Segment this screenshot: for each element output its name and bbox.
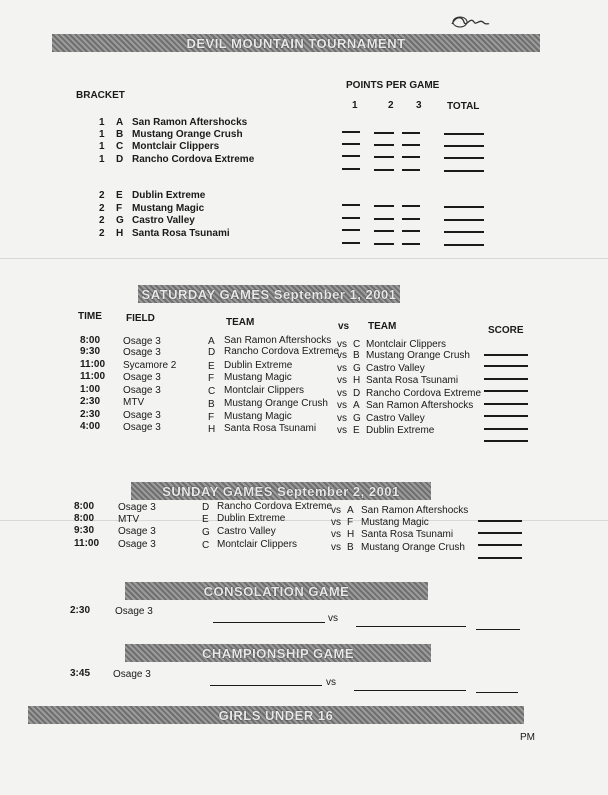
game-time: 9:30	[80, 346, 101, 357]
game-field: Osage 3	[123, 410, 161, 421]
consolation-banner	[125, 582, 428, 600]
team2-name: San Ramon Aftershocks	[366, 400, 474, 411]
game-vs: vs	[331, 517, 341, 528]
team2-name: Mustang Magic	[361, 517, 429, 528]
bracket-letter: G	[116, 215, 124, 226]
saturday-title: SATURDAY GAMES September 1, 2001	[141, 286, 397, 302]
sunday-banner	[131, 482, 431, 500]
team1-letter: G	[202, 526, 210, 538]
championship-time: 3:45	[70, 668, 91, 679]
team1-letter: D	[202, 502, 210, 513]
score-blank-line	[374, 132, 394, 134]
bracket-team-name: Castro Valley	[132, 215, 195, 226]
score-blank-line	[478, 520, 522, 522]
team1-name: San Ramon Aftershocks	[224, 335, 332, 346]
game-time: 11:00	[74, 538, 100, 549]
score-blank-line	[342, 131, 360, 133]
team2-letter: B	[353, 350, 360, 361]
team1-letter: C	[208, 386, 216, 398]
team2-letter: G	[353, 413, 361, 424]
team1-name: Dublin Extreme	[224, 359, 293, 371]
game-time: 1:00	[80, 384, 101, 395]
team1-name: Mustang Orange Crush	[224, 397, 328, 409]
score-blank-line	[484, 365, 528, 367]
sunday-title: SUNDAY GAMES September 2, 2001	[162, 483, 400, 499]
team1-letter: E	[208, 360, 215, 372]
team2-letter: H	[353, 375, 361, 386]
team2-letter: E	[353, 425, 360, 436]
game-field: Osage 3	[123, 336, 161, 347]
score-blank-line	[444, 145, 484, 147]
bracket-letter: E	[116, 190, 123, 201]
consolation-title: CONSOLATION GAME	[203, 583, 350, 599]
bracket-team-name: Mustang Orange Crush	[132, 129, 243, 140]
team2-letter: A	[347, 505, 354, 516]
score-blank-line	[374, 230, 394, 232]
score-blank-line	[444, 206, 484, 208]
score-blank-line	[374, 156, 394, 158]
team1-name: Mustang Magic	[224, 371, 292, 383]
team2-letter: B	[347, 542, 354, 553]
bracket-team-name: Mustang Magic	[132, 203, 205, 214]
score-blank-line	[484, 390, 528, 392]
team2-name: Castro Valley	[366, 413, 425, 424]
team2-name: Mustang Orange Crush	[361, 542, 465, 553]
team2-letter: G	[353, 363, 361, 374]
score-blank-line	[484, 440, 528, 442]
championship-banner	[125, 644, 431, 662]
team1-letter: F	[208, 411, 215, 423]
game-3-header: 3	[416, 100, 422, 111]
bracket-group: 2	[99, 203, 105, 214]
bracket-group: 2	[99, 228, 105, 239]
bracket-team-name: Montclair Clippers	[132, 141, 220, 152]
bracket-group: 1	[99, 154, 105, 165]
score-blank-line	[374, 218, 394, 220]
team2-letter: A	[353, 400, 360, 411]
field-header: FIELD	[126, 313, 155, 324]
game-2-header: 2	[388, 100, 394, 111]
score-blank-line	[402, 205, 420, 207]
score-header: SCORE	[488, 325, 524, 336]
bracket-letter: F	[116, 203, 123, 214]
consolation-score-line	[476, 629, 520, 630]
game-field: Osage 3	[118, 539, 156, 550]
game-time: 8:00	[74, 501, 95, 512]
game-field: MTV	[118, 514, 140, 525]
consolation-team1-line	[213, 622, 325, 623]
game-field: Osage 3	[123, 347, 161, 358]
division-banner	[28, 706, 524, 724]
team2-letter: F	[347, 517, 354, 528]
score-blank-line	[402, 132, 420, 134]
team1-letter: C	[202, 539, 210, 551]
score-blank-line	[402, 218, 420, 220]
tournament-title: DEVIL MOUNTAIN TOURNAMENT	[186, 35, 406, 51]
score-blank-line	[444, 170, 484, 172]
team-header: TEAM	[226, 317, 255, 328]
bracket-letter: A	[116, 117, 124, 128]
team1-name: Montclair Clippers	[224, 385, 305, 397]
team2-name: San Ramon Aftershocks	[361, 505, 469, 516]
score-blank-line	[374, 169, 394, 171]
score-blank-line	[402, 156, 420, 158]
team1-letter: A	[208, 336, 215, 347]
time-header: TIME	[78, 311, 102, 322]
game-field: Osage 3	[123, 422, 161, 433]
score-blank-line	[478, 557, 522, 559]
game-vs: vs	[337, 363, 347, 374]
game-time: 11:00	[80, 359, 106, 370]
points-per-game-label: POINTS PER GAME	[346, 80, 440, 91]
bracket-team-name: Santa Rosa Tsunami	[132, 228, 230, 239]
total-header: TOTAL	[447, 101, 480, 112]
vs-header: vs	[338, 321, 350, 332]
bracket-group: 1	[99, 129, 105, 140]
division-title: GIRLS UNDER 16	[218, 707, 334, 723]
championship-field: Osage 3	[113, 669, 151, 680]
score-blank-line	[342, 204, 360, 206]
team2-name: Mustang Orange Crush	[366, 350, 470, 361]
bracket-label: BRACKET	[76, 90, 125, 101]
score-blank-line	[342, 217, 360, 219]
team2-name: Dublin Extreme	[366, 425, 435, 436]
score-blank-line	[402, 243, 420, 245]
team2-letter: H	[347, 529, 355, 540]
score-blank-line	[444, 219, 484, 221]
team2-name: Montclair Clippers	[366, 339, 447, 350]
championship-vs: vs	[326, 677, 336, 688]
game-field: Osage 3	[123, 372, 161, 383]
bracket-group: 2	[99, 215, 105, 226]
game-time: 8:00	[80, 335, 101, 346]
score-blank-line	[342, 168, 360, 170]
game-vs: vs	[337, 388, 347, 399]
team2-name: Rancho Cordova Extreme	[366, 388, 482, 399]
bracket-letter: D	[116, 154, 124, 165]
game-1-header: 1	[352, 100, 358, 111]
team1-name: Rancho Cordova Extreme	[224, 346, 340, 358]
team2-name: Santa Rosa Tsunami	[366, 375, 459, 386]
score-blank-line	[342, 143, 360, 145]
game-vs: vs	[337, 339, 347, 350]
team1-name: Montclair Clippers	[217, 538, 298, 550]
score-blank-line	[484, 378, 528, 380]
game-field: Osage 3	[118, 502, 156, 513]
fold-line	[0, 258, 608, 259]
score-blank-line	[484, 428, 528, 430]
championship-score-line	[476, 692, 518, 693]
score-blank-line	[374, 243, 394, 245]
scribble-mark	[450, 14, 490, 30]
bracket-letter: B	[116, 129, 124, 140]
bracket-team-name: San Ramon Aftershocks	[132, 117, 248, 128]
score-blank-line	[402, 230, 420, 232]
score-blank-line	[444, 157, 484, 159]
team1-name: Castro Valley	[217, 525, 276, 537]
game-field: MTV	[123, 397, 145, 408]
championship-team2-line	[354, 690, 466, 691]
team1-name: Mustang Magic	[224, 410, 292, 422]
score-blank-line	[342, 155, 360, 157]
bracket-team-name: Rancho Cordova Extreme	[132, 154, 255, 165]
footer-pm: PM	[520, 732, 535, 743]
score-blank-line	[484, 403, 528, 405]
consolation-vs: vs	[328, 613, 338, 624]
game-vs: vs	[331, 505, 341, 516]
game-time: 9:30	[74, 525, 95, 536]
bracket-group: 2	[99, 190, 105, 201]
bracket-group: 1	[99, 141, 105, 152]
bracket-letter: C	[116, 141, 124, 152]
team2-letter: C	[353, 339, 361, 350]
championship-team1-line	[210, 685, 322, 686]
score-blank-line	[484, 354, 528, 356]
team1-name: Santa Rosa Tsunami	[224, 423, 317, 435]
game-time: 2:30	[80, 396, 101, 407]
score-blank-line	[374, 144, 394, 146]
bracket-team-name: Dublin Extreme	[132, 190, 206, 201]
consolation-field: Osage 3	[115, 606, 153, 617]
team1-letter: H	[208, 424, 216, 436]
team1-name: Rancho Cordova Extreme	[217, 501, 333, 512]
score-blank-line	[444, 133, 484, 135]
game-field: Sycamore 2	[123, 360, 177, 371]
score-blank-line	[478, 544, 522, 546]
game-time: 4:00	[80, 421, 101, 432]
team1-letter: D	[208, 347, 216, 359]
score-blank-line	[402, 144, 420, 146]
team2-name: Castro Valley	[366, 363, 425, 374]
game-vs: vs	[337, 425, 347, 436]
game-vs: vs	[331, 529, 341, 540]
score-blank-line	[478, 532, 522, 534]
score-blank-line	[342, 242, 360, 244]
tournament-title-banner	[52, 34, 540, 52]
consolation-time: 2:30	[70, 605, 91, 616]
game-vs: vs	[337, 375, 347, 386]
game-field: Osage 3	[118, 526, 156, 537]
team1-name: Dublin Extreme	[217, 513, 286, 525]
championship-title: CHAMPIONSHIP GAME	[202, 645, 354, 661]
game-time: 2:30	[80, 409, 101, 420]
bracket-group: 1	[99, 117, 105, 128]
saturday-banner	[138, 285, 400, 303]
score-blank-line	[342, 229, 360, 231]
team1-letter: B	[208, 398, 215, 410]
game-vs: vs	[337, 400, 347, 411]
score-blank-line	[484, 415, 528, 417]
game-vs: vs	[337, 350, 347, 361]
team2-name: Santa Rosa Tsunami	[361, 529, 454, 540]
game-time: 11:00	[80, 371, 106, 382]
team2-header: TEAM	[368, 321, 397, 332]
consolation-team2-line	[356, 626, 466, 627]
team1-letter: F	[208, 372, 215, 384]
game-time: 8:00	[74, 513, 95, 524]
game-vs: vs	[337, 413, 347, 424]
game-vs: vs	[331, 542, 341, 553]
score-blank-line	[444, 231, 484, 233]
score-blank-line	[374, 205, 394, 207]
score-blank-line	[444, 244, 484, 246]
bracket-letter: H	[116, 228, 124, 239]
team2-letter: D	[353, 388, 361, 399]
score-blank-line	[402, 169, 420, 171]
team1-letter: E	[202, 514, 209, 526]
game-field: Osage 3	[123, 385, 161, 396]
